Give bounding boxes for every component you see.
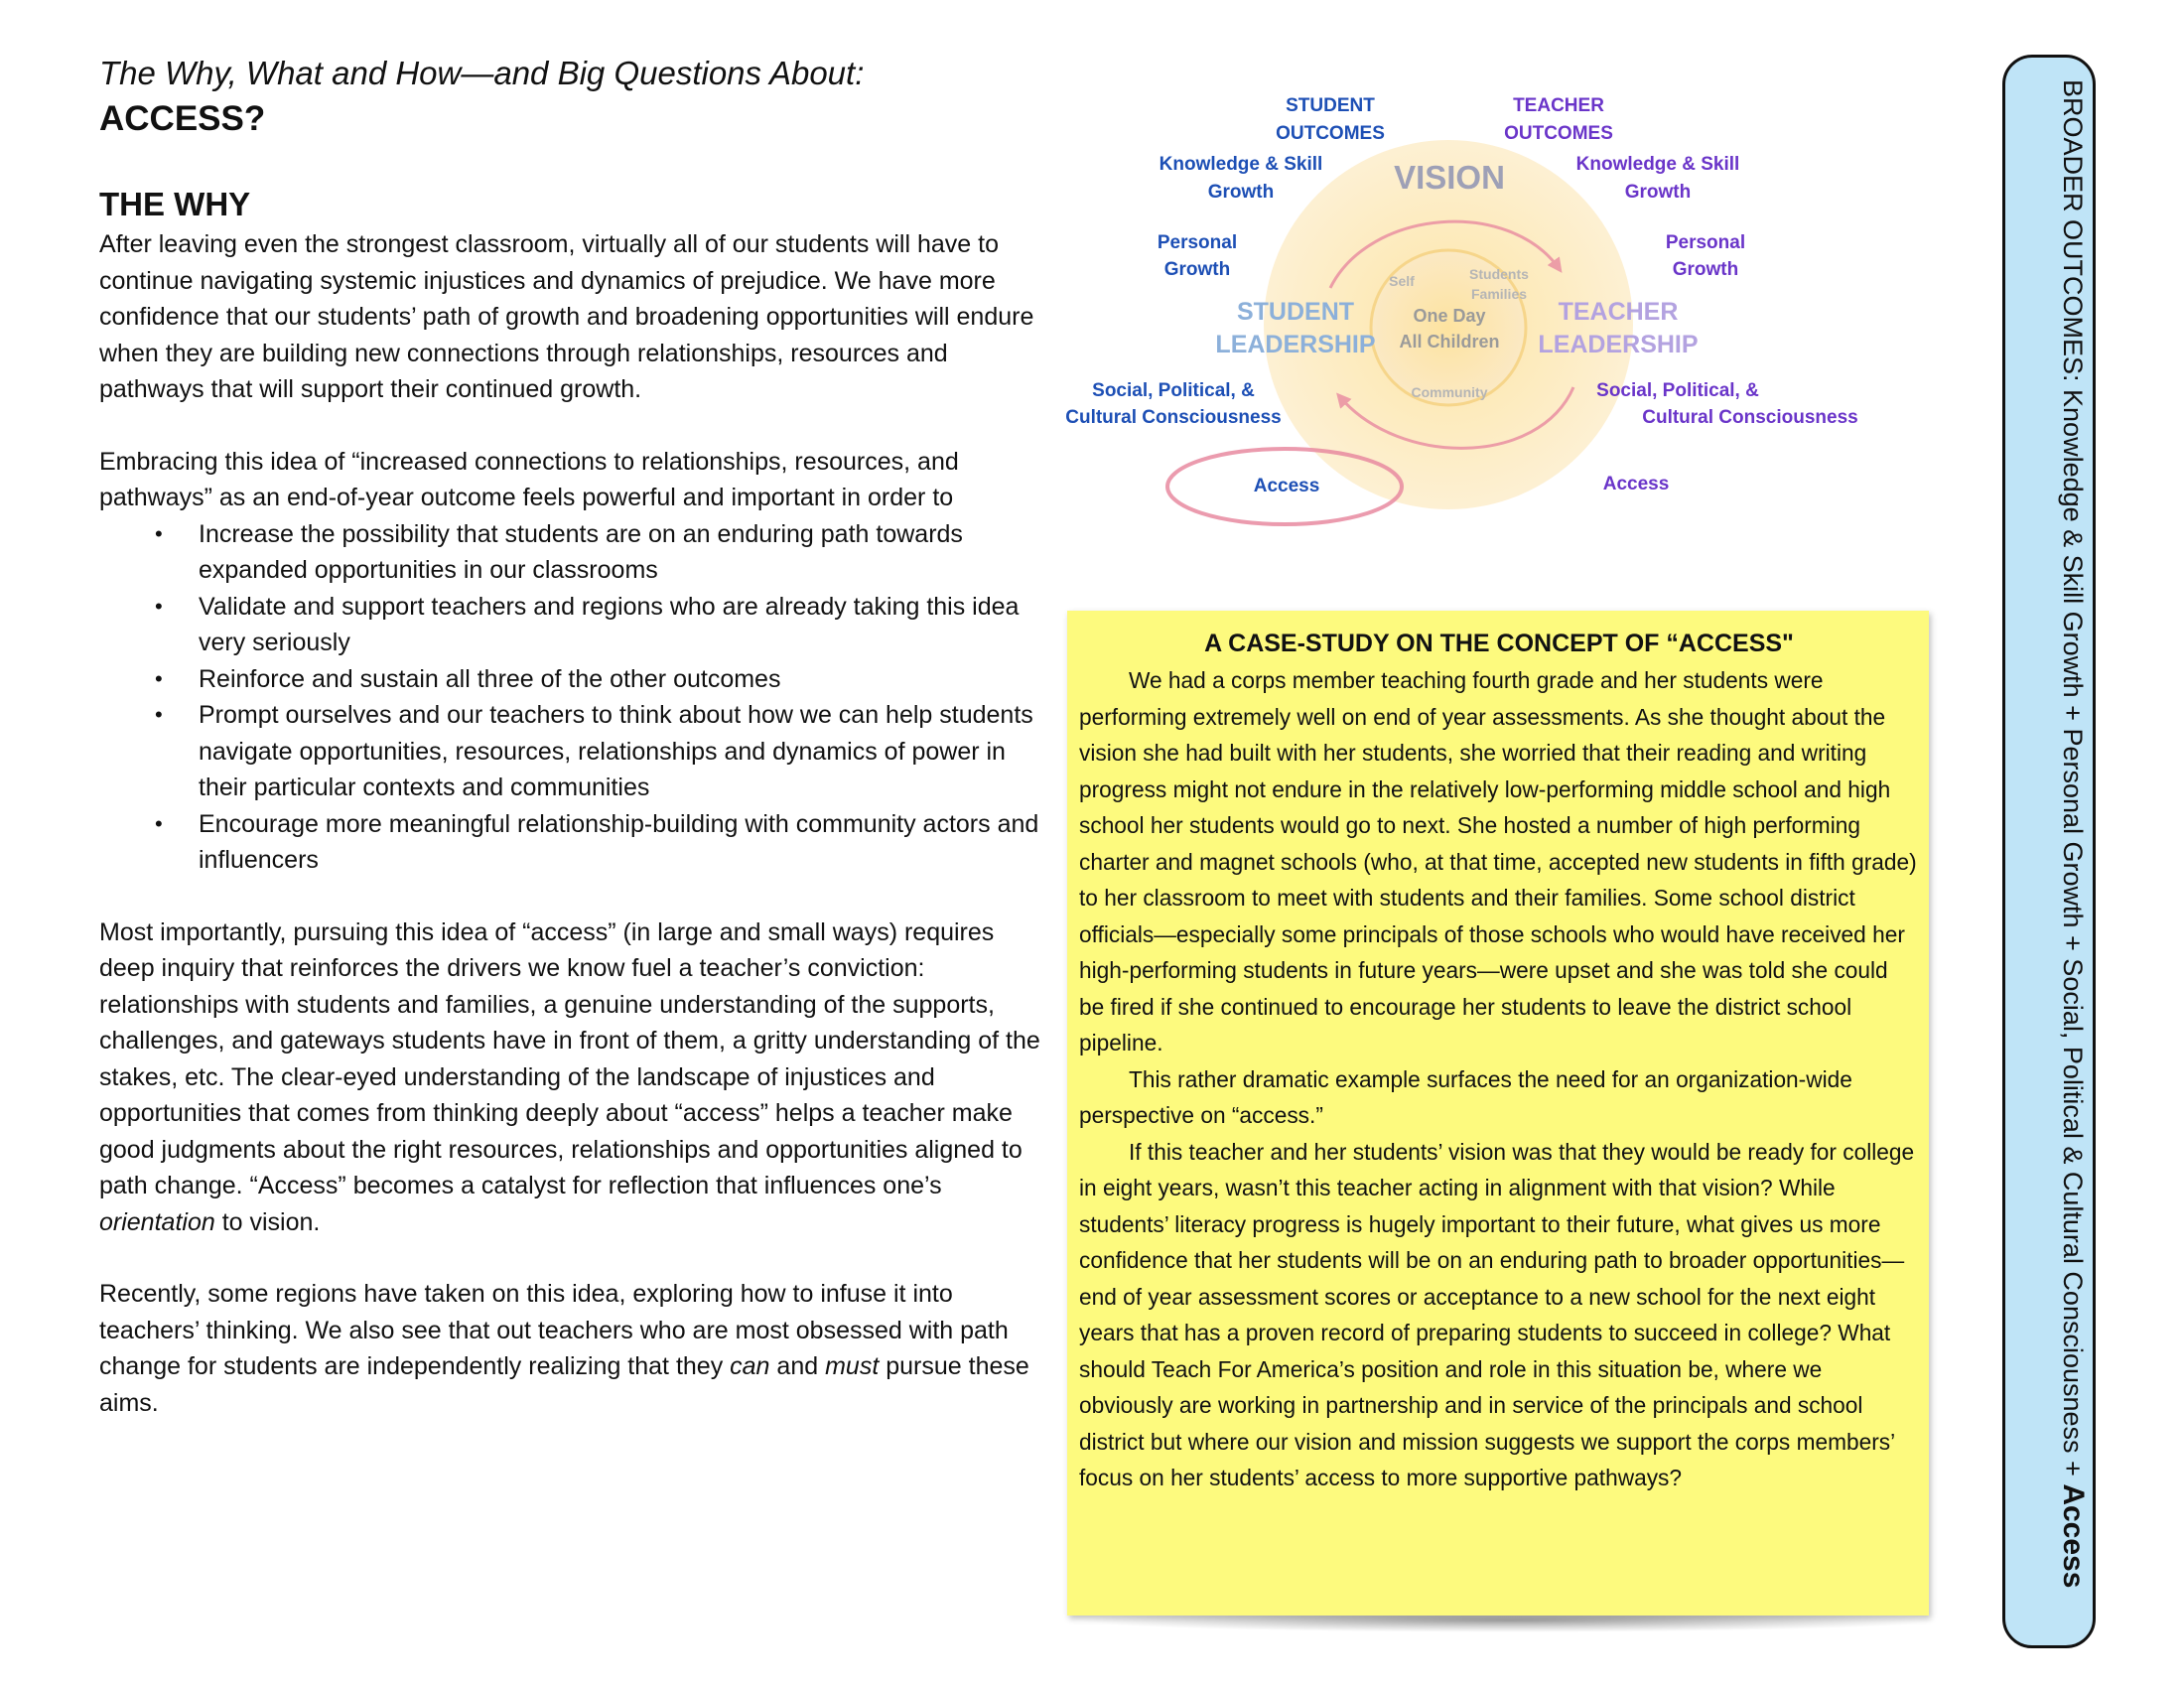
student-outcomes-line1: STUDENT: [1286, 95, 1375, 116]
page-subtitle: The Why, What and How—and Big Questions About:: [99, 55, 865, 91]
student-outcomes-line2: OUTCOMES: [1276, 123, 1385, 144]
self-label: Self: [1389, 273, 1415, 289]
main-column: [99, 52, 1042, 1421]
center-line2: All Children: [1399, 332, 1500, 352]
list-item: • Increase the possibility that students are on an enduring path towards expanded opportunities in our classrooms: [199, 516, 1042, 589]
center-line1: One Day: [1413, 306, 1486, 326]
access-left-label: Access: [1253, 476, 1320, 496]
list-item: • Encourage more meaningful relationship-building with community actors and influencers: [199, 806, 1042, 879]
why-paragraph-4: Recently, some regions have taken on this idea, exploring how to infuse it into teachers’ thinking. We also see that out teachers who are most obsessed with path change for students are independently realizing that they can and must pursue these aims.: [99, 1280, 1029, 1417]
social-right-line2: Cultural Consciousness: [1642, 407, 1858, 428]
knowledge-right-line2: Growth: [1624, 182, 1692, 203]
student-leadership-line1: STUDENT: [1236, 298, 1355, 326]
knowledge-left-line2: Growth: [1207, 182, 1275, 203]
personal-left-line2: Growth: [1163, 259, 1231, 280]
community-label: Community: [1411, 384, 1488, 400]
why-bullet-list: [99, 516, 1042, 879]
teacher-outcomes-line2: OUTCOMES: [1504, 123, 1613, 144]
student-leadership-line2: LEADERSHIP: [1215, 331, 1376, 358]
students-families-line1: Students: [1469, 266, 1529, 282]
teacher-leadership-line1: TEACHER: [1558, 298, 1679, 326]
teacher-outcomes-line1: TEACHER: [1513, 95, 1604, 116]
case-study-paragraph-2: This rather dramatic example surfaces the need for an organization-wide perspective on “access.”: [1079, 1065, 1852, 1128]
why-paragraph-2: Embracing this idea of “increased connections to relationships, resources, and pathways” as an end-of-year outcome feels powerful and important in order to: [99, 447, 959, 511]
vision-label: VISION: [1394, 159, 1505, 196]
list-item: • Validate and support teachers and regions who are already taking this idea very seriously: [199, 589, 1042, 661]
list-item: • Reinforce and sustain all three of the other outcomes: [199, 661, 1042, 698]
personal-right-line2: Growth: [1672, 259, 1739, 280]
case-study-title: A CASE-STUDY ON THE CONCEPT OF “ACCESS": [1204, 630, 1794, 657]
list-item: • Prompt ourselves and our teachers to think about how we can help students navigate opportunities, resources, relationships and dynamics of power in their particular contexts and communities: [199, 697, 1042, 806]
social-right-line1: Social, Political, &: [1596, 380, 1759, 401]
section-heading-why: THE WHY: [99, 186, 251, 222]
teacher-leadership-line2: LEADERSHIP: [1538, 331, 1699, 358]
why-paragraph-3: Most importantly, pursuing this idea of “access” (in large and small ways) requires deep inquiry that reinforces the drivers we know fuel a teacher’s conviction: relationships with students and families, a genuine understanding of the supports, challenges, and gateways students have in front of them, a gritty understanding of the stakes, etc. The clear-eyed understanding of the landscape of injustices and opportunities that comes from thinking deeply about “access” helps a teacher make good judgments about the right resources, relationships and opportunities aligned to path change. “Access” becomes a catalyst for reflection that influences one’s orientation to vision.: [99, 917, 1040, 1236]
personal-left-line1: Personal: [1157, 232, 1238, 253]
case-study-box: [1067, 611, 1929, 1616]
case-study-paragraph-3: If this teacher and her students’ vision was that they would be ready for college in eight years, wasn’t this teacher acting in alignment with that vision? While students’ literacy progress is hugely important to their future, what gives us more confidence that her students will be on an enduring path to broader opportunities—end of year assessment scores or acceptance to a new school for the next eight years that has a proven record of preparing students to succeed in college? What should Teach For America’s position and role in this situation be, where we obviously are working in partnership and in service of the principals and school district but where our vision and mission suggests we support the corps members’ focus on her students’ access to more supportive pathways?: [1079, 1138, 1915, 1490]
outcomes-vision-diagram: [1042, 89, 1906, 536]
access-right-label: Access: [1602, 474, 1670, 494]
students-families-line2: Families: [1470, 286, 1528, 302]
why-paragraph-1: After leaving even the strongest classroom, virtually all of our students will have to continue navigating systemic injustices and dynamics of prejudice. We have more confidence that our students’ path of growth and broadening opportunities will endure when they are building new connections through relationships, resources and pathways that will support their continued growth.: [99, 230, 1034, 403]
social-left-line2: Cultural Consciousness: [1065, 407, 1282, 428]
social-left-line1: Social, Political, &: [1092, 380, 1255, 401]
knowledge-left-line1: Knowledge & Skill: [1159, 154, 1323, 175]
case-study-paragraph-1: We had a corps member teaching fourth grade and her students were performing extremely well on end of year assessments. As she thought about the vision she had built with her students, she worried that their reading and writing progress might not endure in the relatively low-performing middle school and high school her students would go to next. She hosted a number of high performing charter and magnet schools (who, at that time, accepted new students in fifth grade) to her classroom to meet with students and their families. Some school district officials—especially some principals of those schools who would have received her high-performing students in future years—were upset and she was told she could be fired if she continued to encourage her students to leave the district school pipeline.: [1079, 667, 1917, 1055]
personal-right-line1: Personal: [1665, 232, 1746, 253]
knowledge-right-line1: Knowledge & Skill: [1575, 154, 1740, 175]
page-title: ACCESS?: [99, 99, 266, 138]
broader-outcomes-label: BROADER OUTCOMES: Knowledge & Skill Growth + Personal Growth + Social, Political & Cultural Consciousness + Access: [2057, 79, 2090, 1589]
emphasis-orientation: orientation: [99, 1207, 215, 1236]
access-emphasis: Access: [2057, 1483, 2090, 1589]
